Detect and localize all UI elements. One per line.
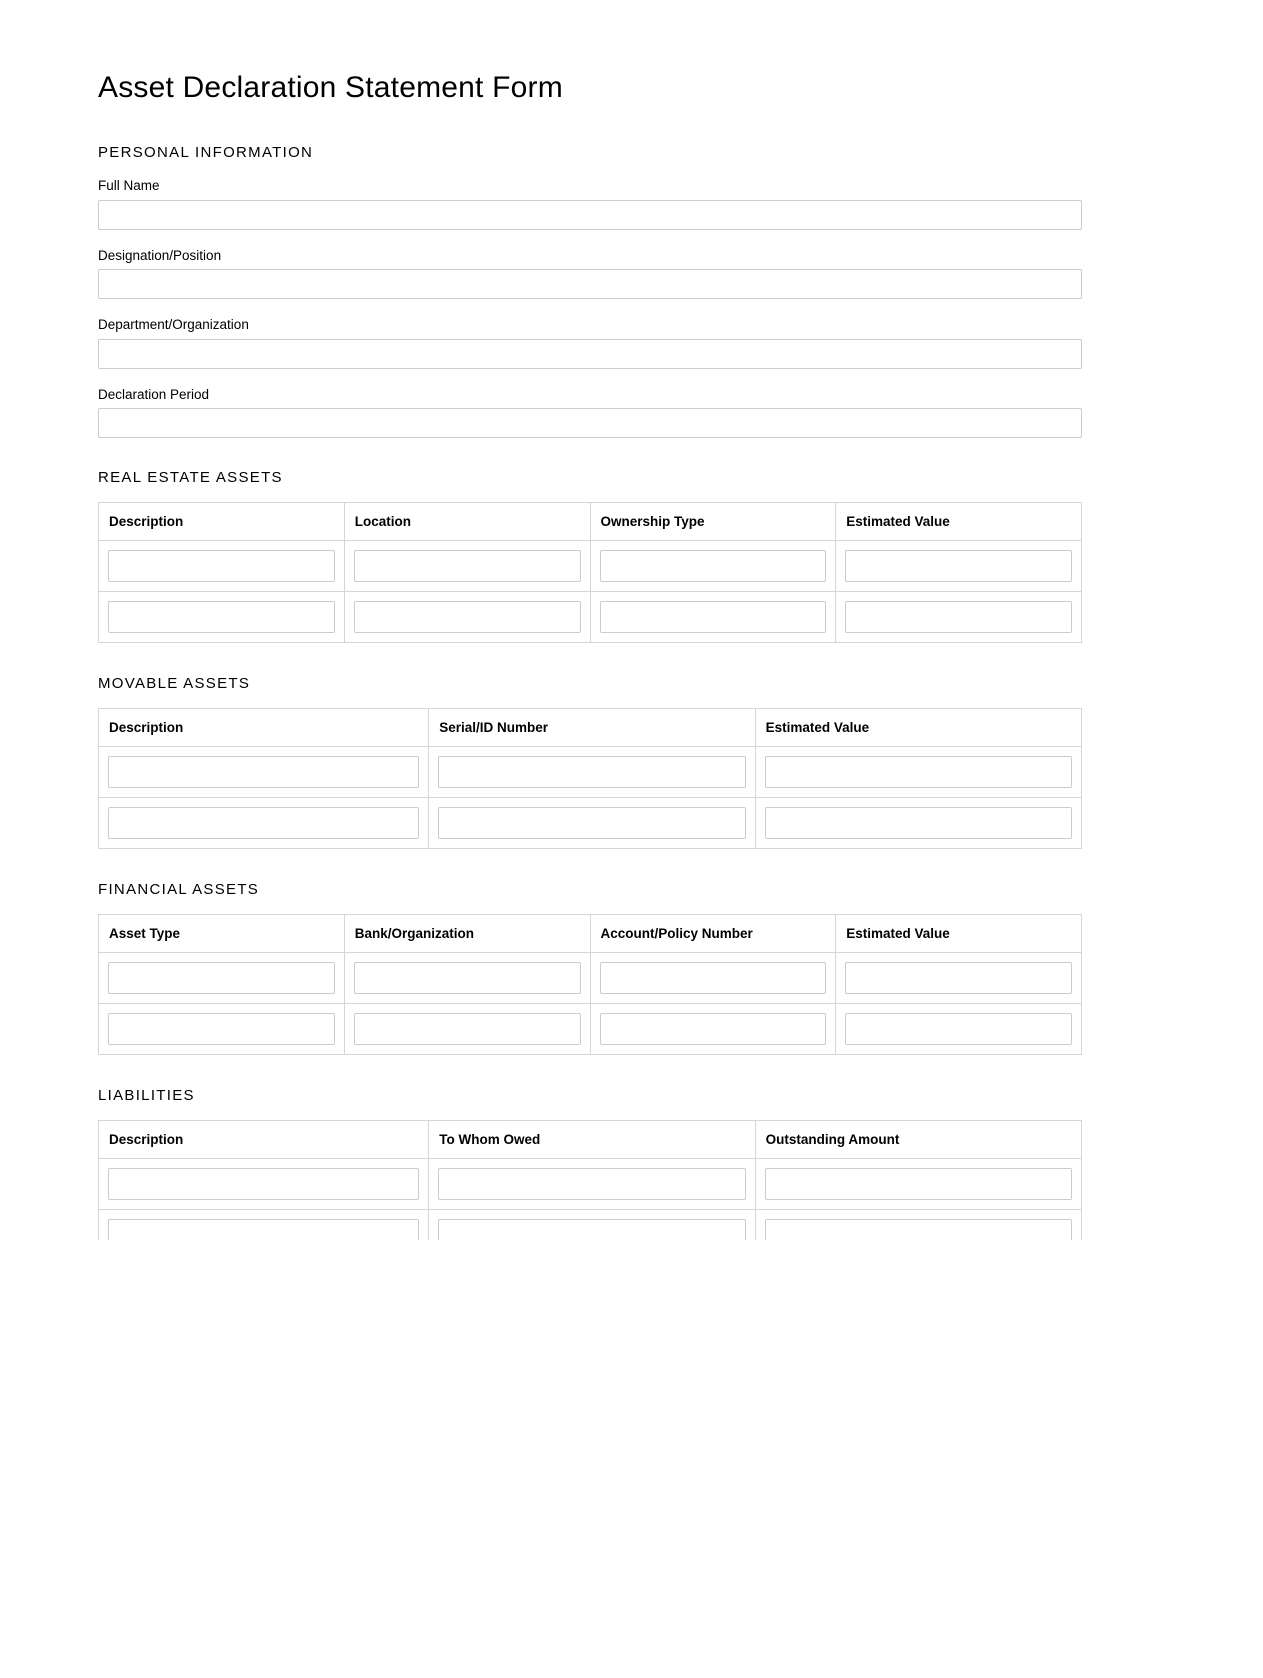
table-cell — [344, 592, 590, 643]
column-header-estimated-value: Estimated Value — [755, 709, 1081, 747]
liabilities-table — [98, 1120, 1082, 1240]
field-label-declaration-period: Declaration Period — [98, 386, 210, 402]
liability-to-whom-owed-input-2[interactable] — [438, 1219, 745, 1240]
table-cell — [99, 541, 345, 592]
department-organization-input[interactable] — [98, 339, 1082, 369]
column-header-ownership-type: Ownership Type — [590, 503, 836, 541]
section-financial-assets — [98, 881, 1165, 1055]
section-liabilities — [98, 1087, 1165, 1240]
section-real-estate-assets — [98, 469, 1165, 643]
table-cell — [755, 1159, 1081, 1210]
table-cell — [836, 953, 1082, 1004]
table-row — [99, 1210, 1082, 1240]
financial-account-policy-input-2[interactable] — [600, 1013, 827, 1045]
column-header-to-whom-owed: To Whom Owed — [429, 1121, 755, 1159]
table-cell — [99, 798, 429, 849]
full-name-input[interactable] — [98, 200, 1082, 230]
table-cell — [836, 592, 1082, 643]
field-full-name — [98, 177, 1165, 230]
movable-estimated-value-input-2[interactable] — [765, 807, 1072, 839]
table-cell — [429, 1210, 755, 1240]
real-estate-description-input-1[interactable] — [108, 550, 335, 582]
financial-bank-organization-input-2[interactable] — [354, 1013, 581, 1045]
table-cell — [590, 592, 836, 643]
table-cell — [429, 747, 755, 798]
section-header-movable-assets: MOVABLE ASSETS — [98, 675, 251, 693]
table-header-row — [99, 915, 1082, 953]
liability-outstanding-amount-input-1[interactable] — [765, 1168, 1072, 1200]
real-estate-assets-table — [98, 502, 1082, 643]
table-row — [99, 747, 1082, 798]
liability-description-input-1[interactable] — [108, 1168, 419, 1200]
liability-outstanding-amount-input-2[interactable] — [765, 1219, 1072, 1240]
field-declaration-period — [98, 386, 1165, 439]
spacer — [98, 1059, 1165, 1087]
field-label-full-name: Full Name — [98, 178, 160, 193]
spacer — [98, 853, 1165, 881]
table-row — [99, 953, 1082, 1004]
column-header-estimated-value: Estimated Value — [836, 915, 1082, 953]
field-designation-position — [98, 247, 1165, 300]
column-header-description: Description — [99, 503, 345, 541]
real-estate-estimated-value-input-1[interactable] — [845, 550, 1072, 582]
column-header-account-policy-number: Account/Policy Number — [590, 915, 836, 953]
liability-description-input-2[interactable] — [108, 1219, 419, 1240]
field-label-designation-position: Designation/Position — [98, 247, 222, 263]
designation-position-input[interactable] — [98, 269, 1082, 299]
declaration-period-input[interactable] — [98, 408, 1082, 438]
table-header-row — [99, 709, 1082, 747]
spacer — [98, 455, 1165, 469]
section-header-real-estate-assets: REAL ESTATE ASSETS — [98, 469, 283, 487]
movable-description-input-2[interactable] — [108, 807, 419, 839]
movable-serial-id-input-1[interactable] — [438, 756, 745, 788]
table-cell — [344, 1004, 590, 1055]
table-row — [99, 798, 1082, 849]
real-estate-ownership-type-input-1[interactable] — [600, 550, 827, 582]
column-header-description: Description — [99, 709, 429, 747]
column-header-outstanding-amount: Outstanding Amount — [755, 1121, 1081, 1159]
table-cell — [590, 541, 836, 592]
movable-serial-id-input-2[interactable] — [438, 807, 745, 839]
field-label-department-organization: Department/Organization — [98, 317, 249, 333]
column-header-estimated-value: Estimated Value — [836, 503, 1082, 541]
table-cell — [590, 1004, 836, 1055]
section-header-financial-assets: FINANCIAL ASSETS — [98, 881, 260, 899]
table-cell — [755, 1210, 1081, 1240]
column-header-description: Description — [99, 1121, 429, 1159]
table-header-row — [99, 503, 1082, 541]
section-movable-assets — [98, 675, 1165, 849]
real-estate-description-input-2[interactable] — [108, 601, 335, 633]
table-cell — [99, 592, 345, 643]
real-estate-ownership-type-input-2[interactable] — [600, 601, 827, 633]
table-cell — [429, 1159, 755, 1210]
table-cell — [836, 541, 1082, 592]
spacer — [98, 647, 1165, 675]
table-cell — [590, 953, 836, 1004]
financial-assets-table — [98, 914, 1082, 1055]
movable-description-input-1[interactable] — [108, 756, 419, 788]
real-estate-location-input-2[interactable] — [354, 601, 581, 633]
table-cell — [99, 953, 345, 1004]
table-cell — [99, 1159, 429, 1210]
table-cell — [429, 798, 755, 849]
section-personal-information — [98, 144, 1165, 438]
financial-estimated-value-input-2[interactable] — [845, 1013, 1072, 1045]
column-header-location: Location — [344, 503, 590, 541]
table-cell — [344, 541, 590, 592]
financial-asset-type-input-2[interactable] — [108, 1013, 335, 1045]
field-department-organization — [98, 316, 1165, 369]
table-cell — [755, 798, 1081, 849]
real-estate-estimated-value-input-2[interactable] — [845, 601, 1072, 633]
column-header-serial-id-number: Serial/ID Number — [429, 709, 755, 747]
section-header-personal-information: PERSONAL INFORMATION — [98, 144, 314, 161]
column-header-bank-organization: Bank/Organization — [344, 915, 590, 953]
table-cell — [755, 747, 1081, 798]
page-title: Asset Declaration Statement Form — [98, 71, 563, 104]
financial-estimated-value-input-1[interactable] — [845, 962, 1072, 994]
table-cell — [99, 1210, 429, 1240]
table-cell — [99, 1004, 345, 1055]
table-cell — [99, 747, 429, 798]
table-header-row — [99, 1121, 1082, 1159]
table-cell — [836, 1004, 1082, 1055]
financial-account-policy-input-1[interactable] — [600, 962, 827, 994]
movable-estimated-value-input-1[interactable] — [765, 756, 1072, 788]
table-row — [99, 1159, 1082, 1210]
financial-asset-type-input-1[interactable] — [108, 962, 335, 994]
table-row — [99, 592, 1082, 643]
table-cell — [344, 953, 590, 1004]
column-header-asset-type: Asset Type — [99, 915, 345, 953]
movable-assets-table — [98, 708, 1082, 849]
section-header-liabilities: LIABILITIES — [98, 1087, 195, 1105]
liability-to-whom-owed-input-1[interactable] — [438, 1168, 745, 1200]
table-row — [99, 541, 1082, 592]
table-row — [99, 1004, 1082, 1055]
real-estate-location-input-1[interactable] — [354, 550, 581, 582]
financial-bank-organization-input-1[interactable] — [354, 962, 581, 994]
